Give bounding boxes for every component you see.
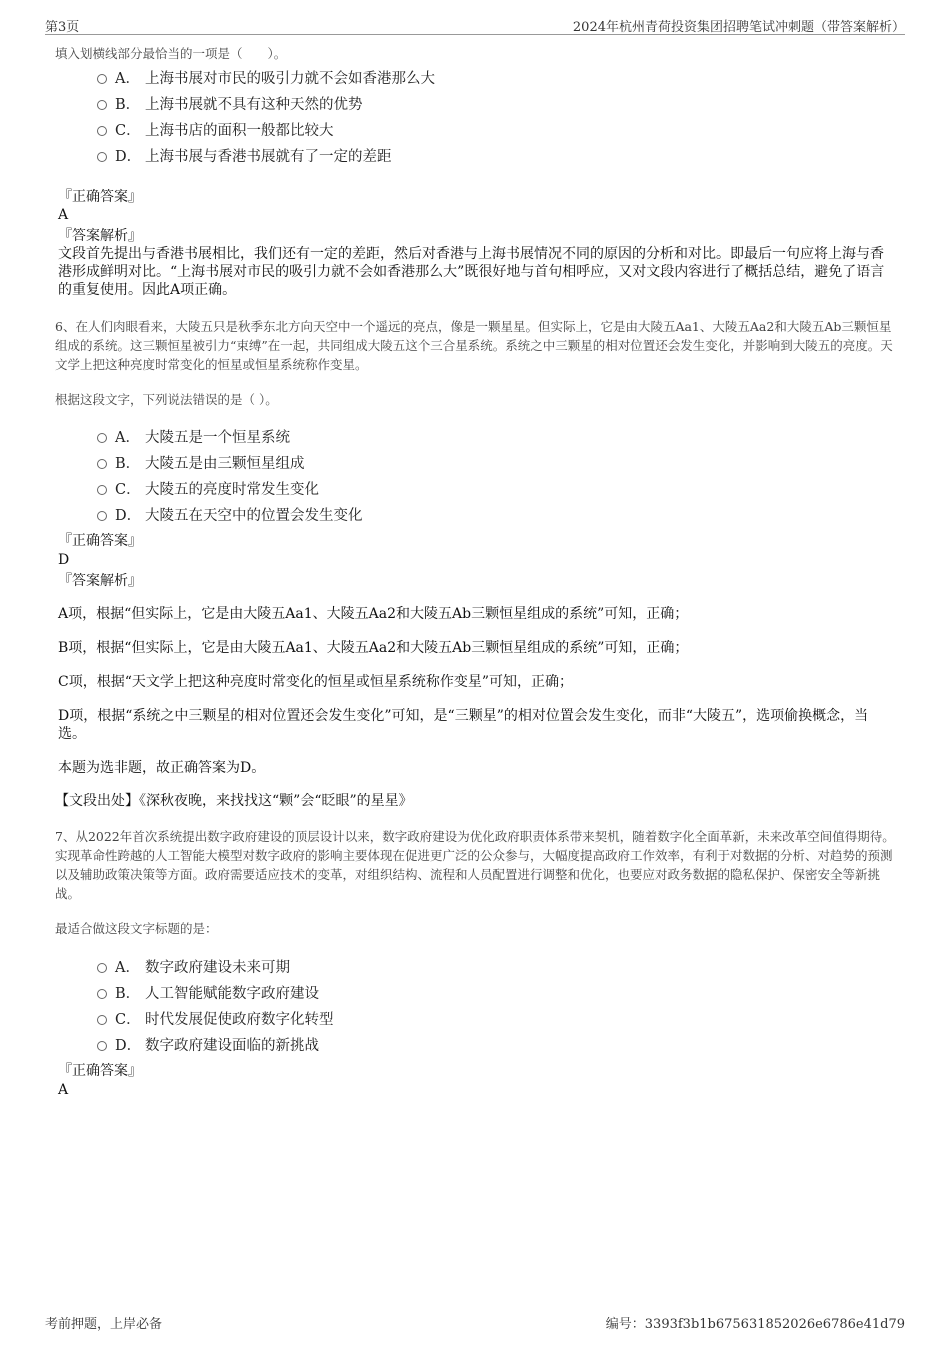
q5-answer: A xyxy=(58,207,69,223)
q6-passage: 6、在人们肉眼看来，大陵五只是秋季东北方向天空中一个遥远的亮点，像是一颗星星。但实际上，它是由大陵五Aa1、大陵五Aa2和大陵五Ab三颗恒星组成的系统。这三颗恒星被引力“束缚”在一起，共同组成大陵五这个三合星系统。系统之中三颗星的相对位置还会发生变化，并影响到大陵五的亮度。天文学上把这种亮度时常变化的恒星或恒星系统称作变星。 xyxy=(55,319,893,372)
radio-icon[interactable] xyxy=(97,511,107,521)
q6-analysis-a: A项，根据“但实际上，它是由大陵五Aa1、大陵五Aa2和大陵五Ab三颗恒星组成的系统”可知，正确； xyxy=(58,606,689,622)
q6-stem: 根据这段文字，下列说法错误的是（ ）。 xyxy=(55,392,278,407)
footer-slogan: 考前押题，上岸必备 xyxy=(45,1317,163,1332)
page-number: 第3页 xyxy=(45,20,80,35)
q6-analysis-d: D项，根据“系统之中三颗星的相对位置还会发生变化”可知，是“三颗星”的相对位置会发生变化，而非“大陵五”，选项偷换概念，当选。 xyxy=(58,708,869,742)
q7-passage: 7、从2022年首次系统提出数字政府建设的顶层设计以来，数字政府建设为优化政府职责体系带来契机，随着数字化全面革新，未来改革空间值得期待。实现革命性跨越的人工智能大模型对数字政府的影响主要体现在促进更广泛的公众参与，大幅度提高政府工作效率，有利于对数据的分析、对趋势的预测以及辅助政策决策等方面。政府需要适应技术的变革，对组织结构、流程和人员配置进行调整和优化，也要应对政务数据的隐私保护、保密安全等新挑战。 xyxy=(55,829,895,901)
q6-analysis-label: 『答案解析』 xyxy=(58,573,142,589)
radio-icon[interactable] xyxy=(97,1041,107,1051)
q7-answer: A xyxy=(58,1082,69,1098)
radio-icon[interactable] xyxy=(97,1015,107,1025)
radio-icon[interactable] xyxy=(97,459,107,469)
page-header xyxy=(45,14,905,35)
q5-answer-label: 『正确答案』 xyxy=(58,189,142,205)
q6-answer-label: 『正确答案』 xyxy=(58,533,142,549)
radio-icon[interactable] xyxy=(97,485,107,495)
q6-analysis-c: C项，根据“天文学上把这种亮度时常变化的恒星或恒星系统称作变星”可知，正确； xyxy=(58,674,574,690)
radio-icon[interactable] xyxy=(97,74,107,84)
q6-source: 【文段出处】《深秋夜晚，来找找这“颗”会“眨眼”的星星》 xyxy=(55,793,413,809)
radio-icon[interactable] xyxy=(97,152,107,162)
q7-answer-label: 『正确答案』 xyxy=(58,1063,142,1079)
q5-stem: 填入划横线部分最恰当的一项是（ ）。 xyxy=(55,46,287,61)
q5-analysis-label: 『答案解析』 xyxy=(58,228,142,244)
radio-icon[interactable] xyxy=(97,963,107,973)
radio-icon[interactable] xyxy=(97,100,107,110)
radio-icon[interactable] xyxy=(97,989,107,999)
q5-analysis: 文段首先提出与香港书展相比，我们还有一定的差距，然后对香港与上海书展情况不同的原因的分析和对比。即最后一句应将上海与香港形成鲜明对比。“上海书展对市民的吸引力就不会如香港那么大”既很好地与首句相呼应，又对文段内容进行了概括总结，避免了语言的重复使用。因此A项正确。 xyxy=(58,246,885,298)
radio-icon[interactable] xyxy=(97,126,107,136)
q7-stem: 最适合做这段文字标题的是： xyxy=(55,921,218,936)
footer-doc-id: 编号：3393f3b1b675631852026e6786e41d79 xyxy=(605,1317,905,1332)
q6-answer: D xyxy=(58,552,70,568)
q6-conclusion: 本题为选非题，故正确答案为D。 xyxy=(58,760,266,776)
document-title: 2024年杭州青荷投资集团招聘笔试冲刺题（带答案解析） xyxy=(572,20,905,35)
radio-icon[interactable] xyxy=(97,433,107,443)
q6-analysis-b: B项，根据“但实际上，它是由大陵五Aa1、大陵五Aa2和大陵五Ab三颗恒星组成的系统”可知，正确； xyxy=(58,640,689,656)
